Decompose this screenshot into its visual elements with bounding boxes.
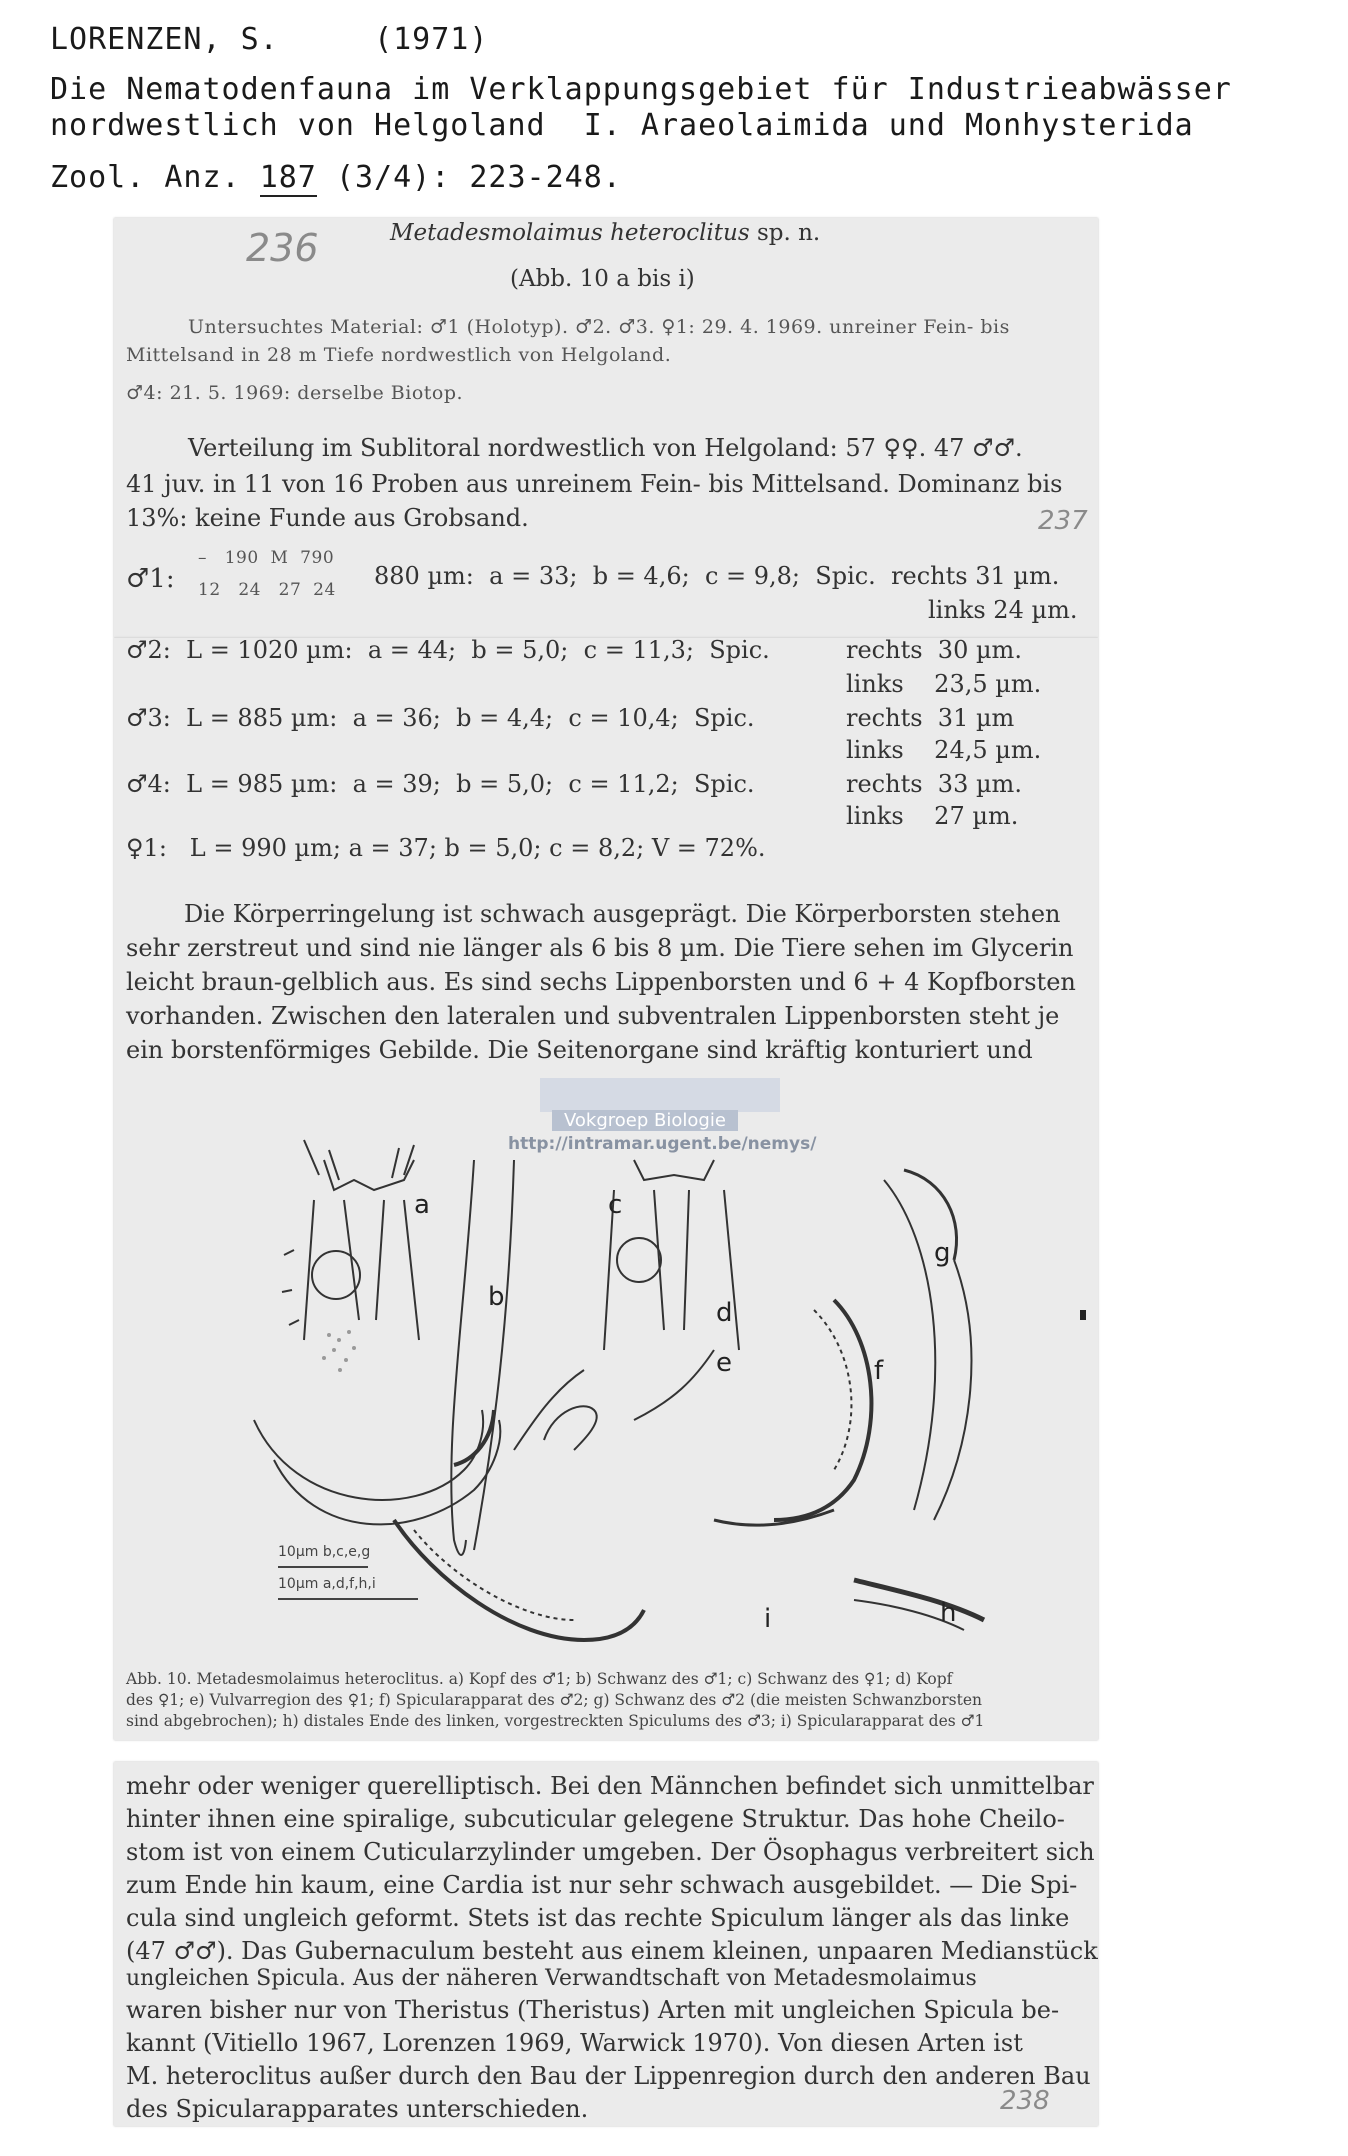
drawing-c-tail	[451, 1160, 514, 1555]
drawing-i-spicule	[394, 1520, 644, 1640]
measure-m1-bottom: 12 24 27 24	[198, 580, 336, 600]
continuation-line9: kannt (Vitiello 1967, Lorenzen 1969, Warwick 1970). Von diesen Arten ist	[126, 2029, 1023, 2057]
figure-letter-d: d	[716, 1298, 733, 1328]
measure-m3: ♂3: L = 885 µm: a = 36; b = 4,4; c = 10,4; Spic.	[126, 704, 755, 732]
material-line1: Untersuchtes Material: ♂1 (Holotyp). ♂2. ♂3. ♀1: 29. 4. 1969. unreiner Fein- bis	[188, 316, 1010, 338]
scale-bar-1-label: b,c,e,g	[322, 1544, 371, 1560]
measure-m4: ♂4: L = 985 µm: a = 39; b = 5,0; c = 11,2; Spic.	[126, 770, 755, 798]
figure-letter-h: h	[940, 1598, 957, 1628]
distribution-line2: 41 juv. in 11 von 16 Proben aus unreinem Fein- bis Mittelsand. Dominanz bis	[126, 470, 1063, 498]
watermark-logo	[540, 1078, 780, 1112]
year: (1971)	[374, 22, 489, 57]
measure-m2-links: links 23,5 µm.	[846, 670, 1042, 698]
caption-line3: sind abgebrochen); h) distales Ende des linken, vorgestreckten Spiculums des ♂3; i) Spicularapparat des ♂1	[126, 1712, 985, 1730]
continuation-line6: (47 ♂♂). Das Gubernaculum besteht aus einem kleinen, unpaaren Medianstück	[126, 1937, 1098, 1965]
scale-bar-2-line	[278, 1598, 418, 1600]
figure-letter-a: a	[414, 1190, 430, 1220]
distribution-line3: 13%: keine Funde aus Grobsand.	[126, 504, 529, 532]
description-line3: leicht braun-gelblich aus. Es sind sechs Lippenborsten und 6 + 4 Kopfborsten	[126, 968, 1076, 996]
scale-bar-2	[278, 1576, 376, 1592]
continuation-line5: cula sind ungleich geformt. Stets ist das rechte Spiculum länger als das linke	[126, 1904, 1070, 1932]
watermark-url: http://intramar.ugent.be/nemys/	[508, 1134, 817, 1154]
measure-m2-rechts: rechts 30 µm.	[846, 636, 1022, 664]
measure-m1-values: 880 µm: a = 33; b = 4,6; c = 9,8; Spic. rechts 31 µm.	[374, 562, 1060, 590]
figure-reference: (Abb. 10 a bis i)	[510, 266, 695, 292]
handwritten-page-237: 237	[1038, 506, 1088, 536]
description-line4: vorhanden. Zwischen den lateralen und subventralen Lippenborsten steht je	[126, 1002, 1060, 1030]
drawing-g-tail	[884, 1170, 971, 1520]
caption-line1: Abb. 10. Metadesmolaimus heteroclitus. a) Kopf des ♂1; b) Schwanz des ♂1; c) Schwanz des ♀1; d) Kopf	[126, 1670, 953, 1688]
journal: Zool. Anz.	[50, 160, 241, 195]
drawing-b-tail	[254, 1410, 500, 1524]
scale-bar-2-label: a,d,f,h,i	[322, 1576, 376, 1592]
issue-pages: (3/4): 223-248.	[335, 160, 622, 195]
measure-m1-label: ♂1:	[126, 564, 175, 594]
drawing-a-head	[282, 1140, 419, 1340]
author: LORENZEN, S.	[50, 22, 279, 57]
continuation-line1: mehr oder weniger querelliptisch. Bei den Männchen befindet sich unmittelbar	[126, 1772, 1094, 1800]
drawing-e-vulva	[514, 1350, 714, 1450]
distribution-line1: Verteilung im Sublitoral nordwestlich von Helgoland: 57 ♀♀. 47 ♂♂.	[188, 434, 1023, 462]
continuation-line2: hinter ihnen eine spiralige, subcuticular gelegene Struktur. Das hohe Cheilo-	[126, 1805, 1065, 1833]
description-line1: Die Körperringelung ist schwach ausgeprägt. Die Körperborsten stehen	[184, 900, 1061, 928]
volume: 187	[259, 160, 317, 195]
handwritten-page-236: 236	[246, 226, 319, 270]
scale-bar-1-value: 10µm	[278, 1544, 319, 1560]
scale-bar-1	[278, 1544, 370, 1560]
figure-letter-i: i	[764, 1604, 772, 1634]
species-title	[390, 220, 820, 246]
measure-m4-links: links 27 µm.	[846, 802, 1019, 830]
measure-m2: ♂2: L = 1020 µm: a = 44; b = 5,0; c = 11,3; Spic.	[126, 636, 770, 664]
caption-line2: des ♀1; e) Vulvarregion des ♀1; f) Spicularapparat des ♂2; g) Schwanz des ♂2 (die meisten Schwanzborsten	[126, 1691, 983, 1709]
material-line3: ♂4: 21. 5. 1969: derselbe Biotop.	[126, 382, 464, 404]
handwritten-page-238: 238	[1000, 2086, 1050, 2116]
watermark-name: Vokgroep Biologie	[552, 1110, 738, 1131]
figure-drawings	[114, 1120, 1098, 1680]
scale-bar-1-line	[278, 1566, 368, 1568]
figure-letter-g: g	[934, 1238, 951, 1268]
description-line2: sehr zerstreut und sind nie länger als 6 bis 8 µm. Die Tiere sehen im Glycerin	[126, 934, 1074, 962]
continuation-line10: M. heteroclitus außer durch den Bau der Lippenregion durch den anderen Bau	[126, 2062, 1091, 2090]
material-line2: Mittelsand in 28 m Tiefe nordwestlich von Helgoland.	[126, 344, 672, 366]
continuation-line11: des Spicularapparates unterschieden.	[126, 2095, 589, 2123]
measure-m1-top: – 190 M 790	[198, 548, 335, 568]
species-name: Metadesmolaimus heteroclitus	[390, 220, 750, 246]
figure-letter-f: f	[874, 1356, 884, 1386]
species-suffix: sp. n.	[756, 220, 821, 246]
figure-letter-b: b	[488, 1282, 505, 1312]
continuation-line3: stom ist von einem Cuticularzylinder umgeben. Der Ösophagus verbreitert sich	[126, 1838, 1095, 1866]
continuation-line4: zum Ende hin kaum, eine Cardia ist nur sehr schwach ausgebildet. — Die Spi-	[126, 1871, 1078, 1899]
figure-letter-e: e	[716, 1348, 732, 1378]
dots-a	[322, 1330, 356, 1372]
speck-mark	[1080, 1310, 1086, 1320]
citation-author-line	[50, 22, 488, 57]
figure-letter-c: c	[608, 1190, 623, 1220]
citation-journal-line	[50, 160, 622, 195]
measure-m4-rechts: rechts 33 µm.	[846, 770, 1022, 798]
measure-f1: ♀1: L = 990 µm; a = 37; b = 5,0; c = 8,2; V = 72%.	[126, 834, 766, 862]
continuation-line7: ungleichen Spicula. Aus der näheren Verwandtschaft von Metadesmolaimus	[126, 1966, 977, 1991]
scale-bar-2-value: 10µm	[278, 1576, 319, 1592]
drawing-h-spicule-end	[854, 1580, 984, 1630]
measure-m1-links: links 24 µm.	[928, 596, 1078, 624]
citation-title-line1: Die Nematodenfauna im Verklappungsgebiet für Industrieabwässer	[50, 72, 1232, 107]
description-line5: ein borstenförmiges Gebilde. Die Seitenorgane sind kräftig konturiert und	[126, 1036, 1033, 1064]
continuation-line8: waren bisher nur von Theristus (Theristus) Arten mit ungleichen Spicula be-	[126, 1996, 1060, 2024]
citation-title-line2: nordwestlich von Helgoland I. Araeolaimida und Monhysterida	[50, 108, 1194, 143]
measure-m3-links: links 24,5 µm.	[846, 736, 1042, 764]
measure-m3-rechts: rechts 31 µm	[846, 704, 1015, 732]
